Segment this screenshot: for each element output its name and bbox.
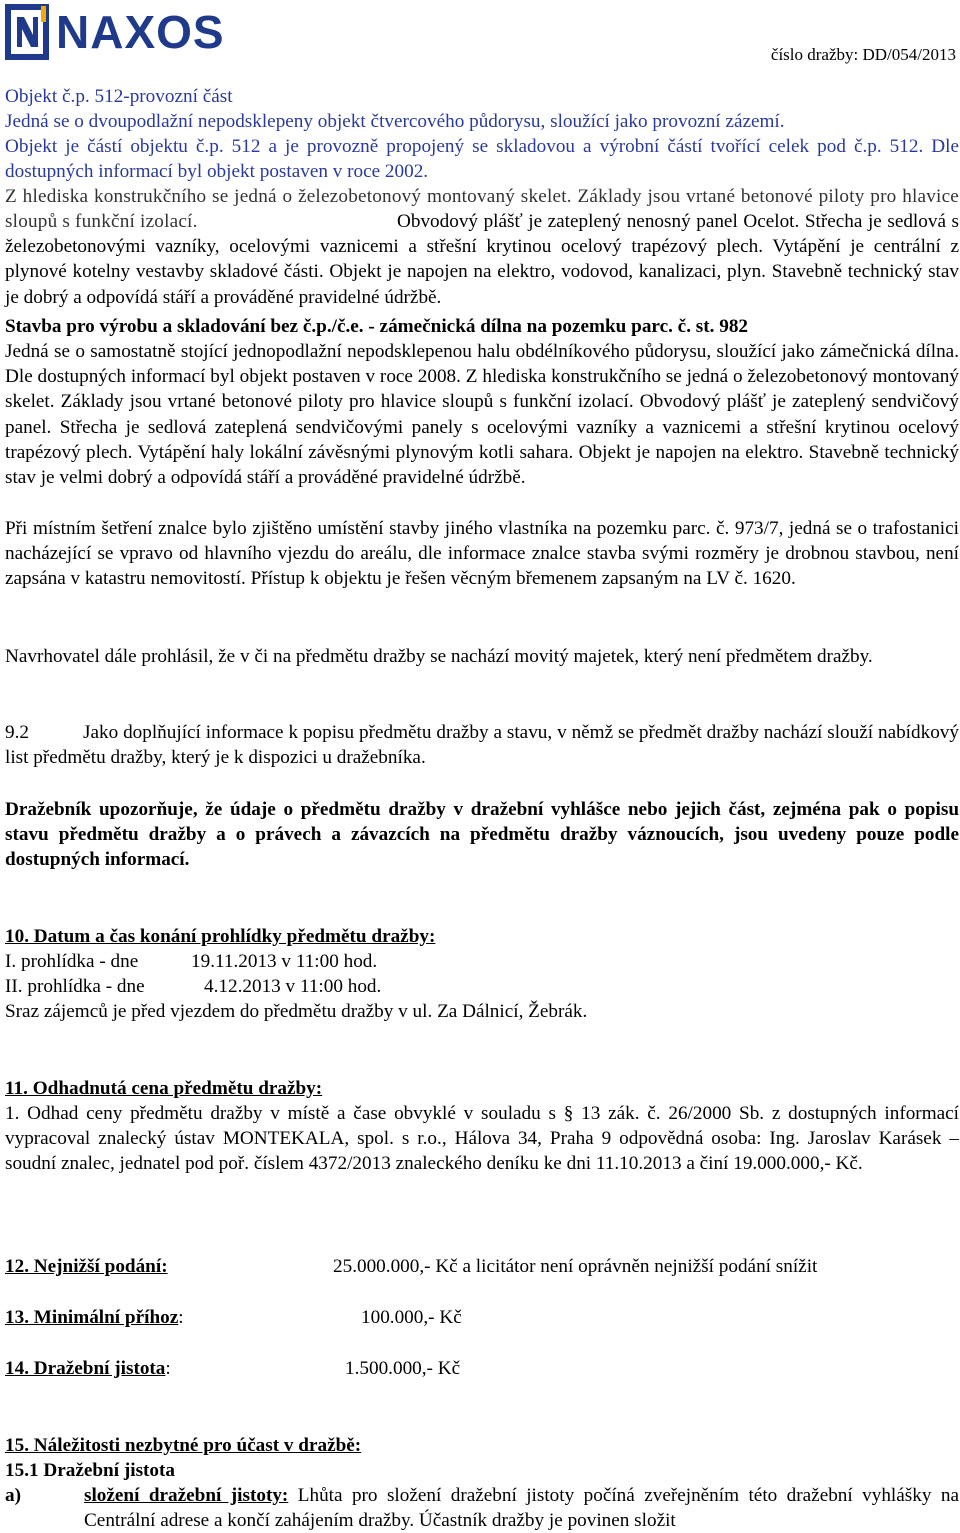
section-15-heading: 15. Náležitosti nezbytné pro účast v dražbě:: [5, 1435, 362, 1456]
section-982-text: Jedná se o samostatně stojící jednopodlažní nepodsklepenou halu obdélníkového půdorysu, sloužící jako zámečnická dílna. Dle dostupných informací byl objekt postaven v roce 2008. Z hlediska konstrukčního se jedná o železobetonový montovaný skelet. Základy jsou vrtané betonové piloty pro hlavice sloupů s funkční izolací. Obvodový plášť je zateplený sendvičový panel. Střecha je sedlová zateplená sendvičovými panely s ocelovými vazníky a vaznicemi a střešní krytinou ocelový trapézový plech. Vytápění haly lokální závěsnými plynovým kotli sahara. Objekt je napojen na elektro. Stavebně technický stav je velmi dobrý a odpovídá stáří a prováděné pravidelné údržbě.: [5, 341, 959, 489]
section-512-text-3: Z hlediska konstrukčního se jedná o železobetonový montovaný skelet. Základy jsou vrtané betonové piloty pro hlavice sloupů s funkční izolací.: [5, 186, 959, 233]
auction-number: číslo dražby: DD/054/2013: [770, 45, 956, 64]
section-512-heading: Objekt č.p. 512-provozní část: [5, 86, 233, 107]
section-13-colon: :: [178, 1307, 184, 1328]
section-12-heading: 12. Nejnižší podání:: [5, 1256, 168, 1277]
section-13-heading: 13. Minimální příhoz: [5, 1307, 179, 1328]
item-a-label: složení dražební jistoty:: [84, 1485, 289, 1506]
section-982-text-2: Při místním šetření znalce bylo zjištěno umístění stavby jiného vlastníka na pozemku parc. č. 973/7, jedná se o trafostanici nacházející se vpravo od hlavního vjezdu do areálu, dle informace znalce stavba svými rozměry je drobnou stavbou, není zapsána v katastru nemovitostí. Přístup k objektu je řešen věcným břemenem zapsaným na LV č. 1620.: [5, 518, 959, 590]
section-512-text-1: Jedná se o dvoupodlažní nepodsklepeny objekt čtvercového půdorysu, sloužící jako provozní zázemí.: [5, 111, 785, 132]
section-14-line: [5, 1356, 171, 1381]
item-a-marker: a): [5, 1485, 21, 1506]
logo-text: NAXOS: [56, 6, 225, 58]
meeting-point: Sraz zájemců je před vjezdem do předmětu dražby v ul. Za Dálnicí, Žebrák.: [5, 1001, 588, 1022]
section-13-line: [5, 1305, 184, 1330]
section-14-heading: 14. Dražební jistota: [5, 1358, 166, 1379]
section-512-text-4: Obvodový plášť je zateplený nenosný panel Ocelot. Střecha je sedlová s železobetonovými vazníky, ocelovými vaznicemi a střešní krytinou ocelový trapézový plech. Vytápění je centrální z plynové kotelny vestavby skladové části. Objekt je napojen na elektro, vodovod, kanalizaci, plyn. Stavebně technický stav je dobrý a odpovídá stáří a prováděné pravidelné údržbě.: [5, 211, 959, 308]
viewing-1-value: 19.11.2013 v 11:00 hod.: [191, 951, 378, 972]
item-9-2-number: 9.2: [5, 722, 29, 743]
viewing-2-value: 4.12.2013 v 11:00 hod.: [204, 976, 382, 997]
section-10-heading: 10. Datum a čas konání prohlídky předmětu dražby:: [5, 926, 436, 947]
item-a-body: Lhůta pro složení dražební jistoty počíná zveřejněním této dražební vyhlášky na Centrální adrese a končí zahájením dražby. Účastník dražby je povinen složit: [84, 1485, 959, 1532]
naxos-emblem-icon: [4, 3, 50, 61]
viewing-2-label: II. prohlídka - dne: [5, 976, 145, 997]
movable-property-note: Navrhovatel dále prohlásil, že v či na předmětu dražby se nachází movitý majetek, který není předmětem dražby.: [5, 646, 873, 667]
item-a-text: [84, 1483, 959, 1533]
section-11-text: 1. Odhad ceny předmětu dražby v místě a čase obvyklé v souladu s § 13 zák. č. 26/2000 Sb. z dostupných informací vypracoval znalecký ústav MONTEKALA, spol. s r.o., Hálova 34, Praha 9 odpovědná osoba: Ing. Jaroslav Karásek – soudní znalec, jednatel pod poř. číslem 4372/2013 znaleckého deníku ke dni 11.10.2013 a činí 19.000.000,- Kč.: [5, 1103, 959, 1175]
section-15-1-heading: 15.1 Dražební jistota: [5, 1460, 175, 1481]
section-14-colon: :: [165, 1358, 171, 1379]
section-13-value: 100.000,- Kč: [361, 1307, 462, 1328]
section-14-value: 1.500.000,- Kč: [345, 1358, 461, 1379]
section-982-heading: Stavba pro výrobu a skladování bez č.p./č.e. - zámečnická dílna na pozemku parc. č. st. 982: [5, 316, 749, 337]
section-12-value: 25.000.000,- Kč a licitátor není oprávněn nejnižší podání snížit: [333, 1256, 818, 1277]
auctioneer-warning: Dražebník upozorňuje, že údaje o předmětu dražby v dražební vyhlášce nebo jejich část, zejména pak o popisu stavu předmětu dražby a o právech a závazcích na předmětu dražby váznoucích, jsou uvedeny pouze podle dostupných informací.: [5, 799, 959, 871]
naxos-logo: [4, 3, 225, 61]
viewing-1-label: I. prohlídka - dne: [5, 951, 139, 972]
section-11-heading: 11. Odhadnutá cena předmětu dražby:: [5, 1078, 323, 1099]
section-512-text-2: Objekt je částí objektu č.p. 512 a je provozně propojený se skladovou a výrobní částí tvořící celek pod č.p. 512. Dle dostupných informací byl objekt postaven v roce 2002.: [5, 136, 959, 183]
item-9-2-text: Jako doplňující informace k popisu předmětu dražby a stavu, v němž se předmět dražby nachází slouží nabídkový list předmětu dražby, který je k dispozici u dražebníka.: [5, 722, 959, 769]
